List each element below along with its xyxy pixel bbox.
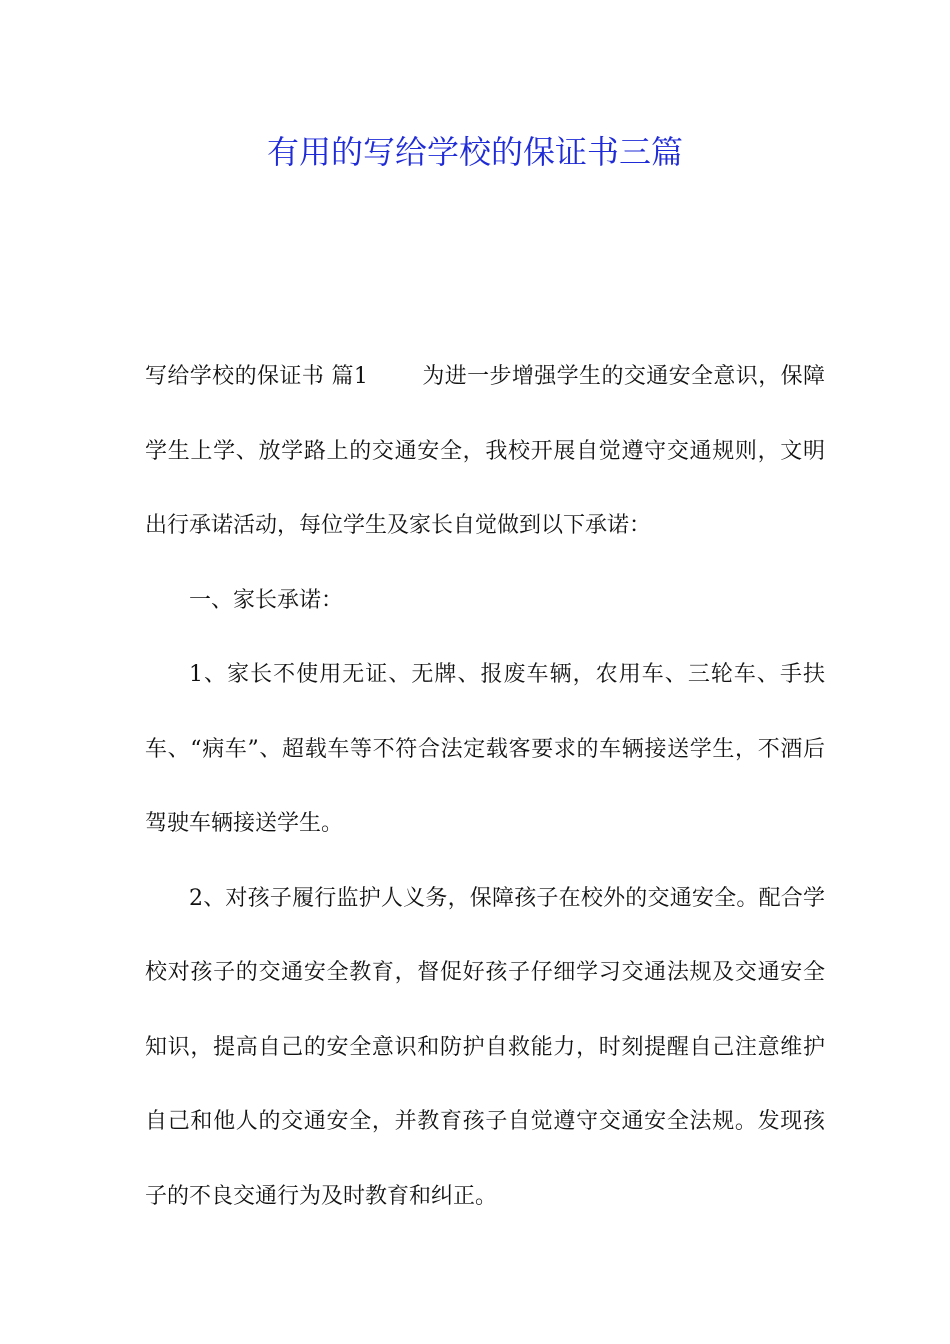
parent-commitment-heading: 一、家长承诺：: [189, 587, 344, 613]
intro-text: 为进一步增强学生的交通安全意识，保障学生上学、放学路上的交通安全，我校开展自觉遵守交通规则，文明出行承诺活动，每位学生及家长自觉做到以下承诺：: [145, 364, 825, 538]
intro-paragraph: [145, 340, 825, 564]
commitment-item-2: 2、对孩子履行监护人义务，保障孩子在校外的交通安全。配合学校对孩子的交通安全教育，督促好孩子仔细学习交通法规及交通安全知识，提高自己的安全意识和防护自救能力，时刻提醒自己注意维护自己和他人的交通安全，并教育孩子自觉遵守交通安全法规。发现孩子的不良交通行为及时教育和纠正。: [145, 885, 825, 1209]
section-heading: 写给学校的保证书 篇1: [145, 364, 368, 389]
commitment-item-1: 1、家长不使用无证、无牌、报废车辆，农用车、三轮车、手扶车、“病车”、超载车等不符合法定载客要求的车辆接送学生，不酒后驾驶车辆接送学生。: [145, 662, 825, 836]
document-body: [145, 340, 825, 1234]
document-title: 有用的写给学校的保证书三篇: [266, 133, 683, 171]
